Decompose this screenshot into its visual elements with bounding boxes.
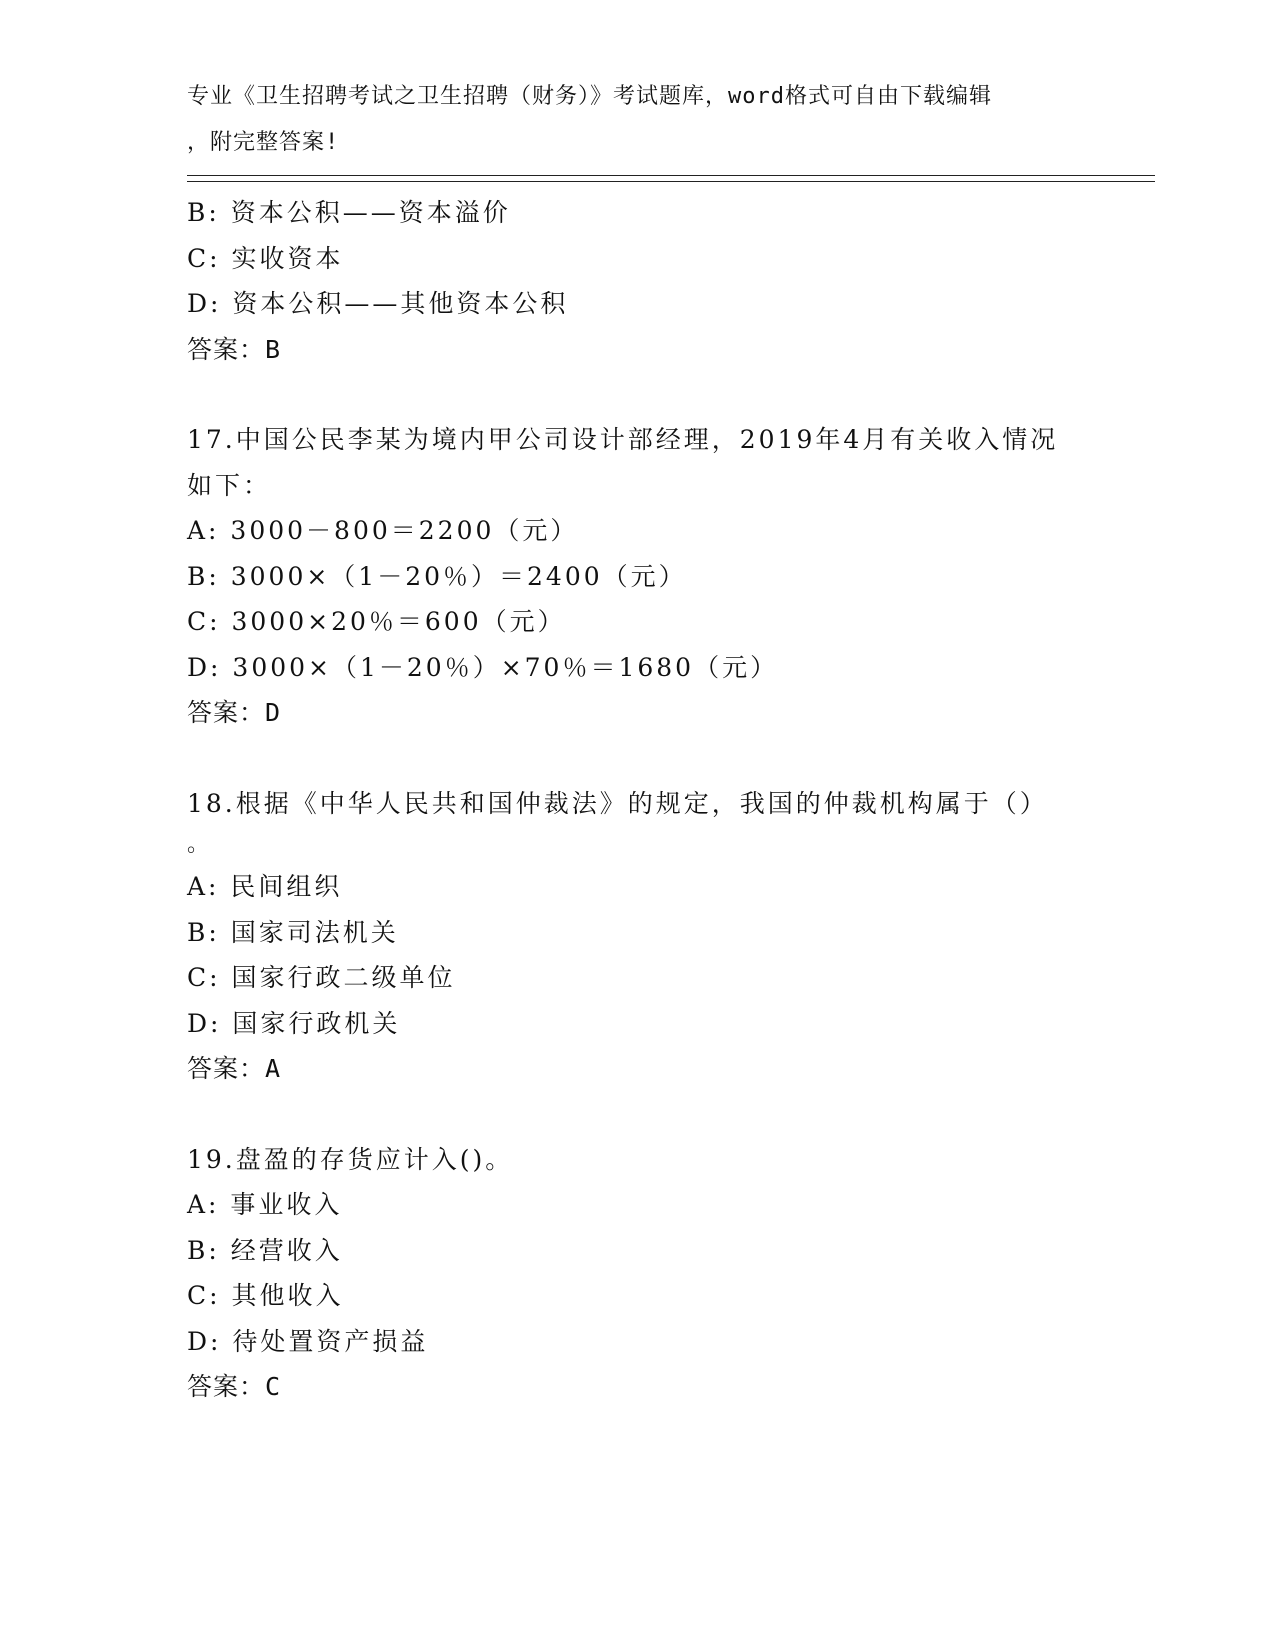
question-stem-continued: 如下： [187,470,272,500]
option-d: D: 国家行政机关 [187,1008,401,1038]
question-16-partial [187,190,1087,372]
question-list [187,190,1087,1410]
document-header [187,74,1067,165]
option-c: C: 实收资本 [187,243,344,273]
option-b: B: 资本公积——资本溢价 [187,198,511,227]
spacer [187,736,1087,781]
question-stem-continued: 。 [187,832,213,857]
answer-line: 答案：A [187,1054,282,1083]
question-19 [187,1137,1087,1410]
question-stem: 19.盘盈的存货应计入()。 [187,1144,514,1174]
option-a: A: 民间组织 [187,872,343,901]
header-line-2: ，附完整答案! [187,129,340,155]
option-b: B: 经营收入 [187,1235,343,1265]
question-17 [187,417,1087,736]
question-stem: 17.中国公民李某为境内甲公司设计部经理，2019年4月有关收入情况 [187,425,1059,454]
option-c: C: 国家行政二级单位 [187,963,456,992]
header-divider-top [187,175,1155,176]
option-a: A: 3000－800＝2200（元） [187,516,579,545]
option-c: C: 3000×20％＝600（元） [187,607,566,636]
question-18 [187,781,1087,1092]
spacer [187,1092,1087,1137]
answer-line: 答案：D [187,698,282,727]
answer-line: 答案：C [187,1372,282,1401]
header-divider-bottom [187,181,1155,182]
option-d: D: 资本公积——其他资本公积 [187,289,569,318]
header-line-1: 专业《卫生招聘考试之卫生招聘（财务）》考试题库，word格式可自由下载编辑 [187,84,992,109]
option-b: B: 3000×（1－20％）＝2400（元） [187,561,687,591]
option-c: C: 其他收入 [187,1281,344,1310]
option-d: D: 3000×（1－20％）×70％＝1680（元） [187,652,779,682]
option-b: B: 国家司法机关 [187,917,399,947]
option-a: A: 事业收入 [187,1190,343,1219]
answer-line: 答案：B [187,334,282,364]
option-d: D: 待处置资产损益 [187,1326,429,1356]
question-stem: 18.根据《中华人民共和国仲裁法》的规定，我国的仲裁机构属于（） [187,788,1048,818]
spacer [187,372,1087,417]
